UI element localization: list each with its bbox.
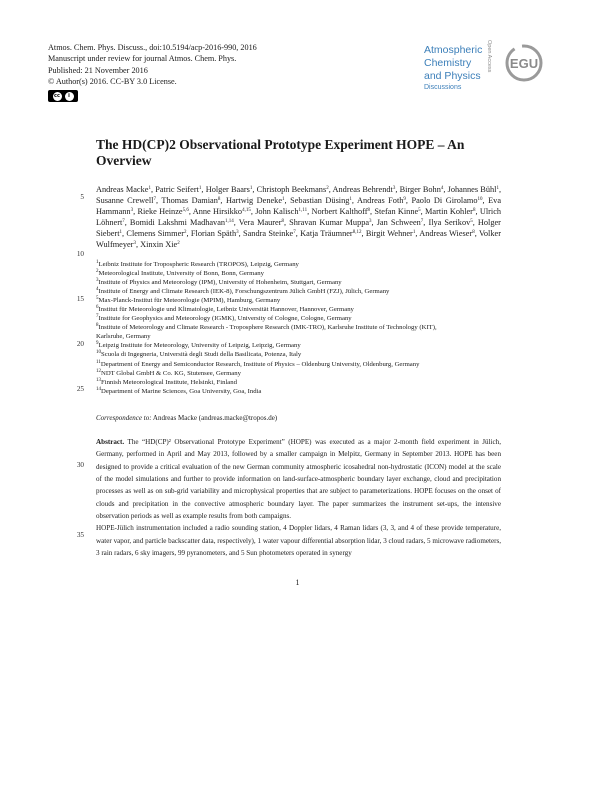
line-number: 15 — [76, 295, 84, 303]
affiliation-marker: 12 — [96, 368, 101, 374]
affiliation-marker: 3 — [96, 278, 99, 284]
affiliation-marker: 6 — [96, 305, 99, 311]
author-name — [130, 218, 234, 227]
open-access-label: Open Access — [486, 40, 492, 73]
author-affiliation-marker: 5,6 — [182, 207, 189, 213]
correspondence-label: Correspondence to: — [96, 414, 152, 422]
paper-title: The HD(CP)2 Observational Prototype Experiment HOPE – An Overview — [96, 137, 465, 168]
affiliation-marker: 11 — [96, 359, 101, 365]
by-icon: i — [65, 92, 74, 101]
affiliation-text: Institute of Energy and Climate Research (IEK-8), Forschungszentrum Jülich GmbH (FZJ), Jülich, Germany — [98, 288, 390, 296]
author-name-text: Volker Wulfmeyer — [96, 228, 501, 249]
author-name-text: Martin Kohler — [425, 206, 473, 216]
header-published-date: Published: 21 November 2016 — [48, 65, 148, 75]
author-name — [255, 207, 307, 216]
journal-logo[interactable] — [424, 44, 514, 93]
affiliation-text: Institut für Meteorologie und Klimatologie, Leibniz Universität Hannover, Hannover, Germany — [98, 306, 354, 314]
journal-discussions-label: Discussions — [424, 84, 462, 91]
journal-name-line1: Atmospheric — [424, 44, 483, 56]
author-affiliation-marker: 1 — [198, 186, 202, 191]
author-name-text: Patric Seifert — [155, 185, 199, 194]
author-name — [289, 218, 371, 227]
affiliation-item — [96, 323, 501, 332]
author-name-text: Andreas Wieser — [419, 228, 473, 238]
author-affiliation-marker: 7 — [122, 218, 125, 224]
author-name — [400, 185, 444, 194]
author-name-text: Vera Maurer — [238, 217, 282, 227]
affiliation-item — [96, 287, 501, 296]
line-number: 25 — [76, 385, 84, 393]
author-name-text: Sandra Steinke — [243, 228, 294, 238]
line-number: 5 — [80, 193, 84, 201]
author-affiliation-marker: 8 — [217, 196, 221, 202]
affiliation-text: Leibniz Institute for Tropospheric Research (TROPOS), Leipzig, Germany — [98, 261, 299, 268]
author-affiliation-marker: 1,11 — [298, 207, 308, 213]
affiliation-text: Scuola di Ingegneria, Università degli Studi della Basilicata, Potenza, Italy — [101, 351, 302, 359]
journal-name-line2: Chemistry — [424, 57, 472, 69]
egu-logo-icon — [505, 44, 543, 82]
author-name-text: Birger Bohn — [399, 185, 441, 194]
header-citation: Atmos. Chem. Phys. Discuss., doi:10.5194/acp-2016-990, 2016 — [48, 43, 257, 52]
author-name-text: Thomas Damian — [161, 195, 218, 205]
author-name — [374, 207, 420, 216]
author-name — [137, 207, 188, 216]
author-name-text: Hartwig Deneke — [225, 195, 283, 205]
author-name — [140, 240, 180, 249]
author-name-text: Holger Baars — [205, 185, 250, 194]
author-name — [161, 196, 220, 205]
author-name — [290, 196, 352, 205]
author-name — [300, 229, 361, 238]
author-name — [425, 207, 475, 216]
author-name — [96, 185, 151, 194]
cc-icon: cc — [54, 92, 60, 99]
author-name-text: Anne Hirsikko — [192, 206, 243, 216]
affiliation-item — [96, 341, 501, 350]
affiliation-marker: 5 — [96, 296, 99, 302]
author-name — [377, 218, 424, 227]
author-affiliation-marker: 2 — [184, 229, 187, 235]
line-number: 30 — [76, 461, 84, 469]
author-name — [412, 196, 483, 205]
affiliation-item — [96, 260, 501, 269]
correspondence — [96, 414, 277, 422]
header-review-status: Manuscript under review for journal Atmos. Chem. Phys. — [48, 54, 237, 64]
author-affiliation-marker: 8 — [281, 218, 284, 224]
abstract-label: Abstract. — [96, 438, 125, 446]
author-affiliation-marker: 1 — [148, 186, 151, 191]
affiliation-marker: 1 — [96, 260, 99, 265]
header-license: © Author(s) 2016. CC-BY 3.0 License. — [48, 76, 177, 86]
author-affiliation-marker: 8,12 — [352, 229, 362, 235]
affiliation-text: Institute of Physics and Meteorology (IPM), University of Hohenheim, Stuttgart, Germany — [98, 279, 342, 287]
abstract-paragraph-2: HOPE-Jülich instrumentation included a radio sounding station, 4 Doppler lidars, 4 Raman lidars (3, 3, and 4 of these provide temperature, water vapor, and particle backscatter data, respectively), 1 water vapour differential absorption lidar, 3 cloud radars, 5 microwave radiometers, 3 rain radars, 6 sky imagers, 99 pyranometers, and 5 Sun photometers operated in synergy — [96, 524, 501, 558]
author-name-text: John Kalisch — [255, 206, 299, 216]
affiliation-marker: 14 — [96, 386, 101, 392]
author-name — [155, 185, 201, 194]
affiliation-marker: 13 — [96, 377, 101, 383]
author-affiliation-marker: 9 — [403, 196, 406, 202]
author-name-text: Clemens Simmer — [126, 228, 185, 238]
affiliation-item — [96, 369, 501, 378]
author-affiliation-marker: 3 — [236, 229, 239, 235]
author-name-text: Andreas Foth — [357, 195, 404, 205]
author-affiliation-marker: 1 — [119, 229, 123, 235]
author-name — [448, 185, 499, 194]
author-affiliation-marker: 8 — [472, 207, 476, 213]
affiliation-text: Karlsruhe, Germany — [96, 333, 151, 341]
affiliation-text: NDT Global GmbH & Co. KG, Stutensee, Germany — [101, 369, 241, 377]
abstract — [96, 436, 501, 559]
author-name-text: Katja Träumner — [300, 228, 353, 238]
affiliation-marker: 10 — [96, 350, 101, 356]
egu-text: EGU — [509, 56, 539, 71]
author-affiliation-marker: 4 — [440, 186, 444, 191]
author-name-text: Ulrich Löhnert — [96, 206, 502, 227]
author-name — [311, 207, 370, 216]
affiliation-marker: 9 — [96, 341, 99, 347]
author-name-text: Christoph Beekmans — [256, 185, 327, 194]
author-name-text: Rieke Heinze — [137, 206, 183, 216]
affiliation-text: Department of Marine Sciences, Goa University, Goa, India — [101, 387, 262, 395]
author-name-text: Bomidi Lakshmi Madhavan — [129, 217, 226, 227]
affiliation-text: Finnish Meteorological Institute, Helsinki, Finland — [101, 378, 237, 386]
correspondence-contact[interactable]: Andreas Macke (andreas.macke@tropos.de) — [151, 414, 278, 422]
line-number: 10 — [76, 250, 84, 258]
affiliation-item — [96, 314, 501, 323]
author-name — [419, 229, 474, 238]
author-name-text: Andreas Behrendt — [332, 185, 393, 194]
author-affiliation-marker: 3 — [392, 186, 396, 191]
author-affiliation-marker: 4,15 — [242, 207, 251, 213]
author-name-text: Stefan Kinne — [374, 206, 419, 216]
author-name — [239, 218, 284, 227]
author-name-text: Susanne Crewell — [96, 195, 154, 205]
author-affiliation-marker: 1 — [349, 196, 352, 202]
author-affiliation-marker: 1 — [496, 186, 499, 191]
author-name-text: Andreas Macke — [96, 185, 149, 194]
author-name — [357, 196, 406, 205]
affiliation-item — [96, 360, 501, 369]
author-affiliation-marker: 1 — [282, 196, 285, 202]
author-name-text: Shravan Kumar Muppa — [289, 217, 370, 227]
affiliation-text: Max-Planck-Institut für Meteorologie (MPIM), Hamburg, Germany — [98, 297, 281, 305]
affiliation-item — [96, 332, 501, 341]
affiliation-item — [96, 296, 501, 305]
author-name — [428, 218, 472, 227]
line-number: 20 — [76, 340, 84, 348]
affiliation-text: Meteorological Institute, University of Bonn, Bonn, Germany — [98, 270, 264, 278]
affiliation-item — [96, 278, 501, 287]
author-name-text: Florian Späth — [190, 228, 237, 238]
affiliation-marker: 7 — [96, 314, 99, 320]
author-affiliation-marker: 7 — [153, 196, 156, 202]
author-affiliation-marker: 7 — [293, 229, 296, 235]
abstract-paragraph-1 — [96, 436, 501, 522]
author-name — [193, 207, 251, 216]
abstract-text-1: The “HD(CP)² Observational Prototype Experiment” (HOPE) was executed as a major 2-month field experiment in Jülich, Germany, performed in April and May 2013, followed by a smaller campaign in Melpitz, Germany in September 2013. HOPE has been designed to provide a critical evaluation of the new German community atmospheric icosahedral non-hydrostatic (ICON) model at the scale of the model simulations and further to provide information on land-surface-atmospheric boundary layer exchange, cloud and precipitation processes as well as on sub-grid variability and microphysical properties that are subject to parameterizations. HOPE focuses on the onset of clouds and precipitation in the convective atmospheric boundary layer. The paper summarizes the instrument set-ups, the intensive observation periods as well as example results from both campaigns. — [96, 438, 501, 521]
author-affiliation-marker: 3 — [130, 207, 134, 213]
author-affiliation-marker: 2 — [326, 186, 329, 191]
author-name — [206, 185, 253, 194]
author-affiliation-marker: 5 — [470, 218, 473, 224]
affiliation-marker: 2 — [96, 269, 99, 275]
affiliation-marker: 8 — [96, 323, 99, 329]
affiliation-marker: 4 — [96, 287, 99, 293]
affiliation-text: Department of Energy and Semiconductor Research, Institute of Physics – Oldenburg University, Oldenburg, Germany — [100, 360, 420, 368]
author-name — [226, 196, 285, 205]
author-affiliation-marker: 1,14 — [225, 218, 234, 224]
author-affiliation-marker: 2 — [177, 240, 180, 246]
cc-by-license-icon[interactable] — [48, 90, 78, 102]
affiliation-text: Institute of Meteorology and Climate Research - Troposphere Research (IMK-TRO), Karlsruhe Institute of Technology (KIT), — [98, 324, 437, 332]
author-name-text: Johannes Bühl — [447, 185, 497, 194]
author-affiliation-marker: 8 — [367, 207, 371, 213]
affiliation-item — [96, 387, 501, 396]
author-name-text: Holger Siebert — [96, 217, 501, 238]
author-affiliation-marker: 8 — [472, 229, 475, 235]
author-affiliation-marker: 3 — [369, 218, 372, 224]
affiliation-text: Leipzig Institute for Meteorology, University of Leipzig, Leipzig, Germany — [98, 342, 301, 350]
affiliation-item — [96, 378, 501, 387]
author-list: Andreas Macke$^1$, Patric Seifert$^1$, Holger Baars$^1$, Christoph Beekmans$^2$, Andreas Behrendt$^3$, Birger Bohn$^4$, Johannes Bühl$^1$, Susanne Crewell$^7$, Thomas Damian$^8$, Hartwig Deneke$^1$, Sebastian Düsing$^1$, Andreas Foth$^9$, Paolo Di Girolamo$^{10}$, Eva Hammann$^3$, Rieke Heinze$^{5,6}$, Anne Hirsikko$^{4,15}$, John Kalisch$^{1,11}$, Norbert Kalthoff$^8$, Stefan Kinne$^5$, Martin Kohler$^8$, Ulrich Löhnert$^7$, Bomidi Lakshmi Madhavan$^{1,14}$, Vera Maurer$^8$, Shravan Kumar Muppa$^3$, Jan Schween$^7$, Ilya Serikov$^5$, Holger Siebert$^1$, Clemens Simmer$^2$, Florian Späth$^3$, Sandra Steinke$^7$, Katja Träumner$^{8,12}$, Birgit Wehner$^1$, Andreas Wieser$^8$, Volker Wulfmeyer$^3$, Xinxin Xie$^2$ — [96, 185, 502, 249]
journal-name-line3: and Physics — [424, 70, 481, 82]
affiliation-text: Institute for Geophysics and Meteorology (IGMK), University of Cologne, Cologne, Germany — [98, 315, 352, 323]
author-affiliation-marker: 1 — [249, 186, 253, 191]
author-name — [257, 185, 329, 194]
affiliation-list — [96, 260, 501, 396]
author-name-text: Norbert Kalthoff — [311, 206, 368, 216]
author-name-text: Xinxin Xie — [140, 239, 178, 249]
affiliation-item — [96, 350, 501, 359]
author-name — [126, 229, 186, 238]
author-name — [366, 229, 415, 238]
page-number: 1 — [295, 578, 300, 587]
line-number: 35 — [76, 531, 84, 539]
author-affiliation-marker: 10 — [477, 196, 483, 202]
author-affiliation-marker: 3 — [133, 240, 136, 246]
author-affiliation-marker: 1 — [412, 229, 416, 235]
author-affiliation-marker: 5 — [418, 207, 421, 213]
author-name-text: Birgit Wehner — [365, 228, 413, 238]
author-affiliation-marker: 7 — [420, 218, 424, 224]
author-name — [243, 229, 296, 238]
author-name-text: Eva Hammann — [96, 195, 502, 216]
author-name-text: Ilya Serikov — [428, 217, 471, 227]
author-name — [333, 185, 396, 194]
author-name — [96, 196, 156, 205]
author-name-text: Sebastian Düsing — [290, 195, 350, 205]
journal-header — [48, 42, 257, 87]
author-name-text: Jan Schween — [376, 217, 421, 227]
author-name-text: Paolo Di Girolamo — [411, 195, 478, 205]
author-name — [191, 229, 239, 238]
affiliation-item — [96, 305, 501, 314]
affiliation-item — [96, 269, 501, 278]
